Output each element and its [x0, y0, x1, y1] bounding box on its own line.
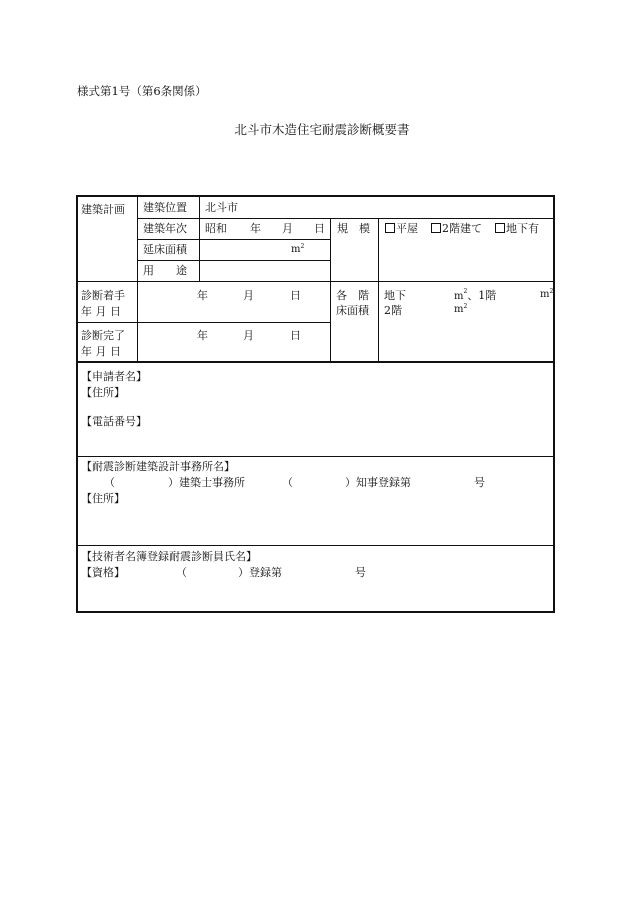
diag-start-month: 月: [243, 289, 254, 302]
diag-end-label-1: 診断完了: [81, 329, 125, 342]
office-address-label: 【住所】: [81, 492, 125, 505]
office-number-suffix: 号: [474, 476, 485, 489]
basement-label: 地下: [384, 289, 406, 302]
diag-start-label-2: 年 月 日: [81, 305, 121, 318]
diag-end-day: 日: [290, 329, 301, 342]
day-unit: 日: [314, 222, 325, 235]
office-name-label: 【耐震診断建築設計事務所名】: [81, 460, 235, 473]
office-governor-registration: ）知事登録第: [345, 476, 411, 489]
applicant-name-label: 【申請者名】: [81, 370, 147, 383]
diag-start-year: 年: [197, 289, 208, 302]
basement-unit: $m^2$、1階: [454, 288, 497, 302]
first-floor-unit: $m^2$: [540, 288, 554, 300]
floor-area-label: 延床面積: [143, 243, 187, 256]
document-title: 北斗市木造住宅耐震診断概要書: [234, 122, 410, 137]
floor-area-unit: $m^2$: [291, 243, 305, 255]
floor-area-each-label-2: 床面積: [336, 304, 369, 317]
scale-option-two-story: 2階建て: [442, 222, 482, 235]
applicant-phone-label: 【電話番号】: [81, 415, 147, 428]
engineer-qualification-label: 【資格】: [81, 566, 125, 579]
diag-end-label-2: 年 月 日: [81, 345, 121, 358]
scale-option-single-story: 平屋: [396, 222, 418, 235]
office-architect-office: ）建築士事務所: [168, 476, 245, 489]
floor-area-each-label-1: 各 階: [336, 289, 369, 302]
plan-section-label: 建築計画: [81, 203, 125, 216]
year-unit: 年: [250, 222, 261, 235]
form-number: 様式第1号（第6条関係）: [77, 84, 207, 98]
scale-options: [385, 223, 539, 234]
location-label: 建築位置: [143, 201, 187, 214]
engineer-number-suffix: 号: [355, 566, 366, 579]
month-unit: 月: [282, 222, 293, 235]
office-paren-open-1: （: [104, 476, 115, 489]
checkbox-icon[interactable]: [385, 223, 395, 233]
year-era: 昭和: [205, 222, 227, 235]
engineer-paren-open: （: [176, 566, 187, 579]
diag-start-label-1: 診断着手: [81, 289, 125, 302]
diag-end-month: 月: [243, 329, 254, 342]
second-floor-label: 2階: [384, 304, 402, 317]
checkbox-icon[interactable]: [495, 223, 505, 233]
checkbox-icon[interactable]: [431, 223, 441, 233]
scale-label: 規 模: [337, 222, 370, 235]
diag-end-year: 年: [197, 329, 208, 342]
office-paren-open-2: （: [282, 476, 293, 489]
engineer-name-label: 【技術者名簿登録耐震診断員氏名】: [81, 550, 257, 563]
applicant-address-label: 【住所】: [81, 386, 125, 399]
use-label: 用 途: [143, 264, 187, 277]
location-value: 北斗市: [205, 201, 238, 214]
engineer-registration: ）登録第: [238, 566, 282, 579]
diag-start-day: 日: [290, 289, 301, 302]
second-floor-unit: $m^2$: [454, 303, 468, 315]
year-label: 建築年次: [143, 222, 187, 235]
scale-option-basement: 地下有: [506, 222, 539, 235]
